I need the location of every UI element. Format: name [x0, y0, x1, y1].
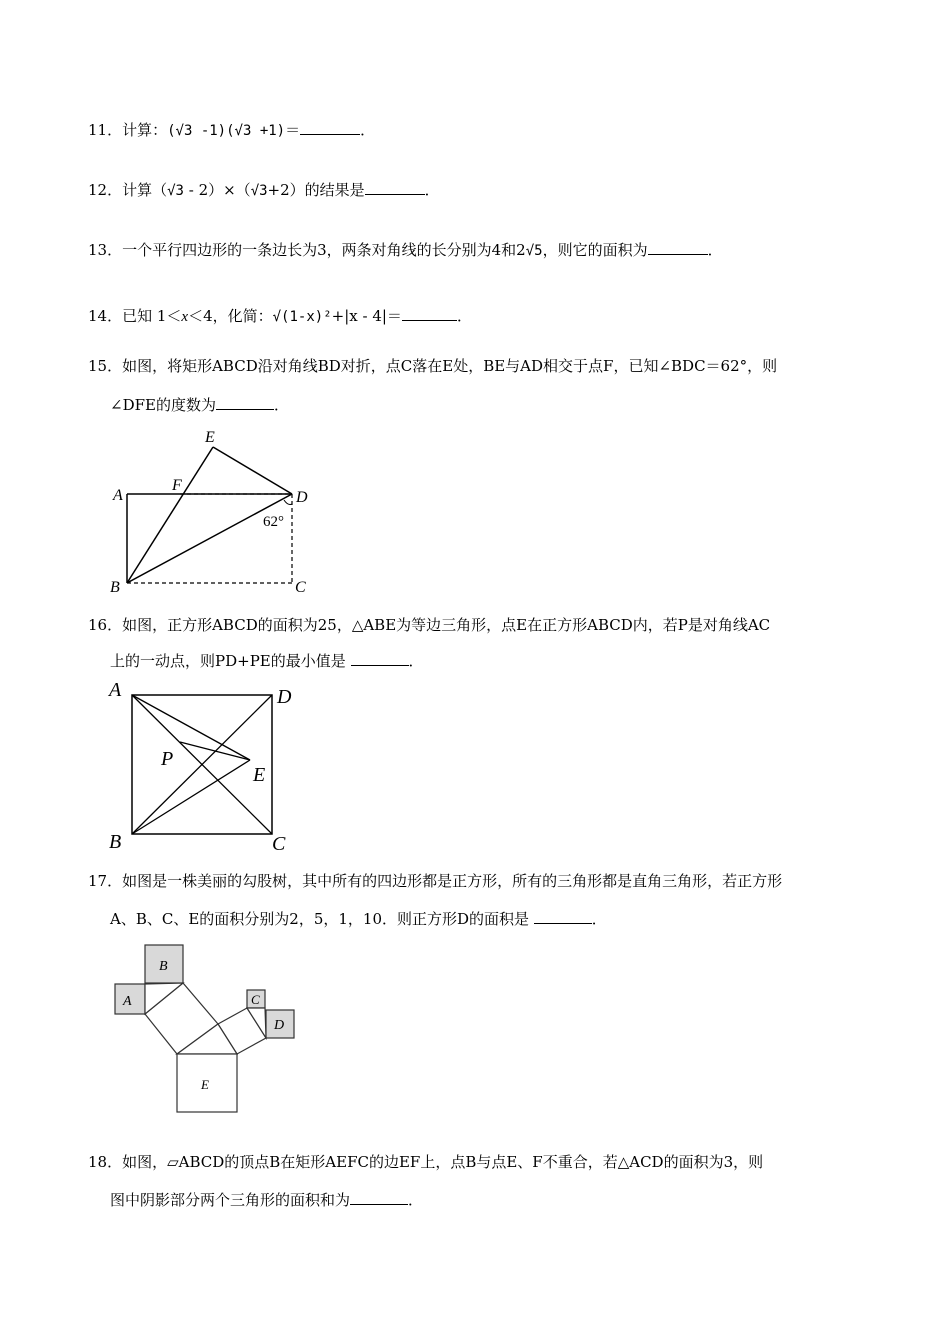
label-F: F — [172, 477, 182, 494]
question-number: 18． — [88, 1153, 123, 1171]
figure-15 — [100, 420, 330, 600]
answer-blank[interactable] — [648, 240, 708, 255]
figure-17 — [105, 940, 305, 1120]
label-C: C — [295, 579, 306, 596]
question-16-line2: 上的一动点，则PD+PE的最小值是 ． — [110, 652, 424, 670]
math-root: √5 — [525, 243, 543, 259]
label-E: E — [253, 764, 266, 786]
question-number: 12． — [88, 181, 123, 199]
label-E: E — [201, 1077, 209, 1092]
answer-blank[interactable] — [534, 909, 592, 924]
math-root: √3 — [250, 183, 268, 199]
label-A: A — [123, 994, 132, 1009]
label-B: B — [110, 579, 120, 596]
question-18: 18．如图，▱ABCD的顶点B在矩形AEFC的边EF上，点B与点E、F不重合，若△ACD的面积为3，则 — [88, 1153, 764, 1171]
question-number: 16． — [88, 616, 123, 634]
label-B: B — [109, 831, 122, 853]
label-A: A — [113, 487, 123, 504]
label-B: B — [159, 959, 168, 974]
answer-blank[interactable] — [216, 395, 274, 410]
question-11: 11．计算：(√3 -1)(√3 +1)＝ ． — [88, 121, 376, 139]
label-D: D — [296, 489, 308, 506]
angle-label: 62° — [263, 514, 284, 530]
question-number: 13． — [88, 241, 123, 259]
label-C: C — [251, 992, 260, 1007]
question-16: 16．如图，正方形ABCD的面积为25，△ABE为等边三角形，点E在正方形ABCD内，若P是对角线AC — [88, 616, 771, 634]
question-number: 14． — [88, 307, 123, 325]
figure-16 — [100, 678, 310, 856]
question-12: 12．计算（√3 - 2）×（√3+2）的结果是 ． — [88, 181, 440, 199]
question-number: 11． — [88, 121, 123, 139]
math-expression: √(1-x)² — [272, 309, 332, 325]
label-E: E — [205, 429, 215, 446]
label-D: D — [274, 1018, 285, 1033]
answer-blank[interactable] — [351, 651, 409, 666]
question-17-line2: A、B、C、E的面积分别为2，5，1，10．则正方形D的面积是 ． — [110, 910, 607, 928]
answer-blank[interactable] — [402, 306, 457, 321]
label-C: C — [272, 833, 286, 855]
math-expression: (√3 -1)(√3 +1) — [167, 123, 286, 139]
question-13: 13．一个平行四边形的一条边长为3，两条对角线的长分别为4和2√5，则它的面积为 ． — [88, 241, 723, 259]
label-D: D — [277, 686, 292, 708]
math-root: √3 — [167, 183, 184, 199]
question-number: 15． — [88, 357, 123, 375]
question-15-line2: ∠DFE的度数为 ． — [110, 396, 289, 414]
question-18-line2: 图中阴影部分两个三角形的面积和为 ． — [110, 1191, 424, 1209]
label-A: A — [109, 679, 122, 701]
question-17: 17．如图是一株美丽的勾股树，其中所有的四边形都是正方形，所有的三角形都是直角三角形，若正方形 — [88, 872, 783, 890]
answer-blank[interactable] — [350, 1190, 408, 1205]
question-number: 17． — [88, 872, 123, 890]
answer-blank[interactable] — [365, 180, 425, 195]
question-14: 14．已知 1＜x＜4，化简：√(1-x)²+|x - 4|＝ ． — [88, 307, 472, 325]
answer-blank[interactable] — [300, 120, 360, 135]
question-15: 15．如图，将矩形ABCD沿对角线BD对折，点C落在E处，BE与AD相交于点F，已知∠BDC＝62°，则 — [88, 357, 778, 375]
label-P: P — [161, 748, 174, 770]
